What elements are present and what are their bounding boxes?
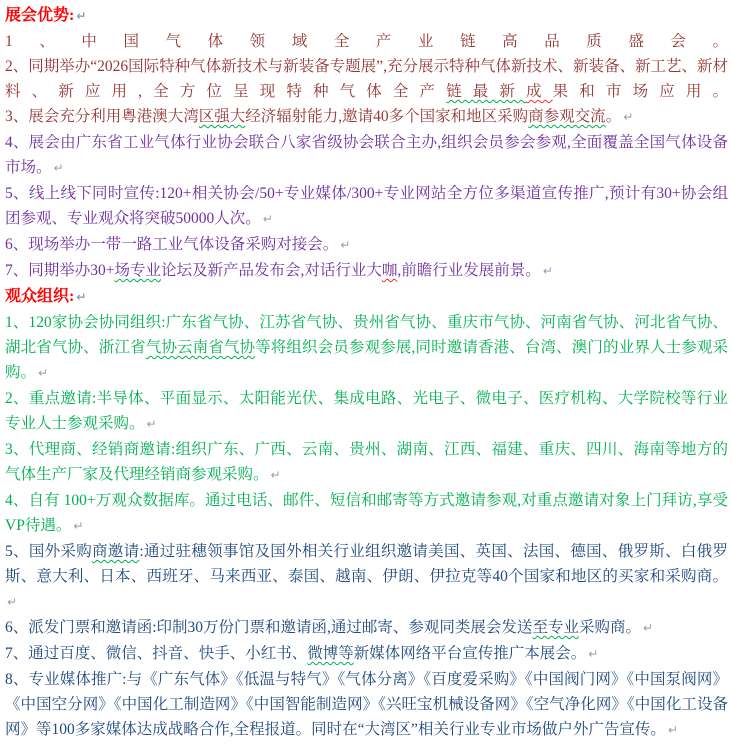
section-header-exhibition-advantages — [5, 3, 728, 29]
text-run: 6、现场举办一带一路工业气体设备采购对接会。 — [5, 236, 339, 253]
spellcheck-marked-text: 商邀请 — [92, 543, 140, 560]
text-run: 经济辐射能力,邀请40多个国家和地区采购 — [245, 108, 529, 125]
text-run: 2、同期举办“2026国际特种气体新技术与新装备专题展”,充分展示特种气体新技术、新装备、新工艺、新材料、新应用,全方位呈现特种气体全产 — [5, 58, 728, 100]
spellcheck-marked-text: 至专业 — [532, 619, 579, 636]
text-run: 等将组织会员参观参展,同时邀请香港、台湾、澳门的业界人士参观采购。 — [5, 339, 728, 381]
paragraph-mark: ↵ — [73, 519, 84, 533]
text-run: 果和市场应用。 — [552, 83, 728, 100]
spellcheck-marked-text: 链最新 — [446, 83, 527, 100]
section-header-audience-organization — [5, 284, 728, 310]
section-header-text: 展会优势: — [5, 7, 75, 24]
text-run: 新媒体网络平台宣传推广本展会。 — [353, 645, 587, 662]
spellcheck-marked-text: 气协云南省气协 — [145, 339, 256, 356]
section-audience-organization — [5, 310, 728, 743]
section-exhibition-advantages — [5, 29, 728, 284]
spellcheck-marked-text: 成 — [526, 83, 553, 100]
paragraph-mark: ↵ — [542, 264, 553, 278]
paragraph-mark: ↵ — [146, 417, 157, 431]
text-run: 1、中国气体领域全产业链高品质盛会。 — [5, 33, 728, 50]
paragraph-mark: ↵ — [340, 238, 351, 252]
spellcheck-marked-text: 场专业 — [114, 262, 162, 279]
text-run: 5、国外采购 — [5, 543, 92, 560]
text-run: 2、重点邀请:半导体、平面显示、太阳能光伏、集成电路、光电子、微电子、医疗机构、大学院校等行业专业人士参观采购。 — [5, 390, 728, 432]
paragraph-mark: ↵ — [7, 595, 18, 609]
text-run: 。 — [605, 108, 622, 125]
paragraph-mark: ↵ — [38, 366, 49, 380]
paragraph — [5, 181, 728, 232]
paragraph-mark: ↵ — [262, 212, 273, 226]
text-run: 3、代理商、经销商邀请:组织广东、广西、云南、贵州、湖南、江西、福建、重庆、四川、海南等地方的气体生产厂家及代理经销商参观采购。 — [5, 441, 728, 483]
paragraph — [5, 29, 728, 54]
text-run: 7、通过百度、微信、抖音、快手、小红书、 — [5, 645, 308, 662]
paragraph — [5, 232, 728, 258]
text-run: 3、展会充分利用粤港澳大湾 — [5, 108, 199, 125]
text-run: 4、展会由广东省工业气体行业协会联合八家省级协会联合主办,组织会员参会参观,全面覆盖全国气体设备市场。 — [5, 134, 728, 176]
paragraph — [5, 667, 728, 743]
paragraph-mark: ↵ — [76, 9, 87, 23]
paragraph — [5, 386, 728, 437]
text-run: ,前瞻行业发展前景。 — [397, 262, 541, 279]
spellcheck-marked-text: 咖 — [381, 262, 398, 279]
spellcheck-marked-text: 微博等 — [307, 645, 354, 662]
text-run: 1、120家协会协同组织:广东省气协、江苏省气协、贵州省气协、重庆市气协、河南省气协、河北省气协、湖北省气协、浙江省 — [5, 314, 728, 356]
paragraph — [5, 437, 728, 488]
paragraph — [5, 488, 728, 539]
paragraph-mark: ↵ — [623, 110, 634, 124]
paragraph-mark: ↵ — [667, 723, 678, 737]
paragraph-mark: ↵ — [642, 621, 654, 635]
paragraph-mark: ↵ — [76, 290, 87, 304]
section-header-text: 观众组织: — [5, 288, 75, 305]
spellcheck-marked-text: 区强大 — [198, 108, 246, 125]
paragraph — [5, 104, 728, 130]
text-run: 论坛及新产品发布会,对话行业大 — [161, 262, 382, 279]
paragraph — [5, 258, 728, 284]
paragraph — [5, 539, 728, 615]
paragraph — [5, 310, 728, 386]
text-run: 8、专业媒体推广:与《广东气体》《低温与特气》《气体分离》《百度爱采购》《中国阀门网》《中国泵阀网》《中国空分网》《中国化工制造网》《中国智能制造网》《兴旺宝机械设备网》《空气净化网》《中国化工设备网》等100多家媒体达成战略合作,全程报道。同时在“大湾区”相关行业专业市场做户外广告宣传。 — [5, 671, 728, 738]
paragraph — [5, 130, 728, 181]
text-run: 5、线上线下同时宣传:120+相关协会/50+专业媒体/300+专业网站全方位多渠道宣传推广,预计有30+协会组团参观、专业观众将突破50000人次。 — [5, 185, 728, 227]
text-run: 6、派发门票和邀请函:印制30万份门票和邀请函,通过邮寄、参观同类展会发送 — [5, 619, 533, 636]
paragraph — [5, 641, 728, 667]
text-run: :通过驻穗领事馆及国外相关行业组织邀请美国、英国、法国、德国、俄罗斯、白俄罗斯、意大利、日本、西班牙、马来西亚、泰国、越南、伊朗、伊拉克等40个国家和地区的买家和采购商。 — [5, 543, 728, 585]
paragraph-mark: ↵ — [53, 161, 64, 175]
spellcheck-marked-text: 商参观交流 — [528, 108, 606, 125]
paragraph — [5, 54, 728, 104]
paragraph — [5, 615, 728, 641]
text-run: 采购商。 — [578, 619, 641, 636]
paragraph-mark: ↵ — [588, 647, 599, 661]
paragraph-mark: ↵ — [270, 468, 281, 482]
text-run: 4、自有 100+万观众数据库。通过电话、邮件、短信和邮寄等方式邀请参观,对重点邀请对象上门拜访,享受VP待遇。 — [5, 492, 728, 534]
text-run: 7、同期举办30+ — [5, 262, 115, 279]
